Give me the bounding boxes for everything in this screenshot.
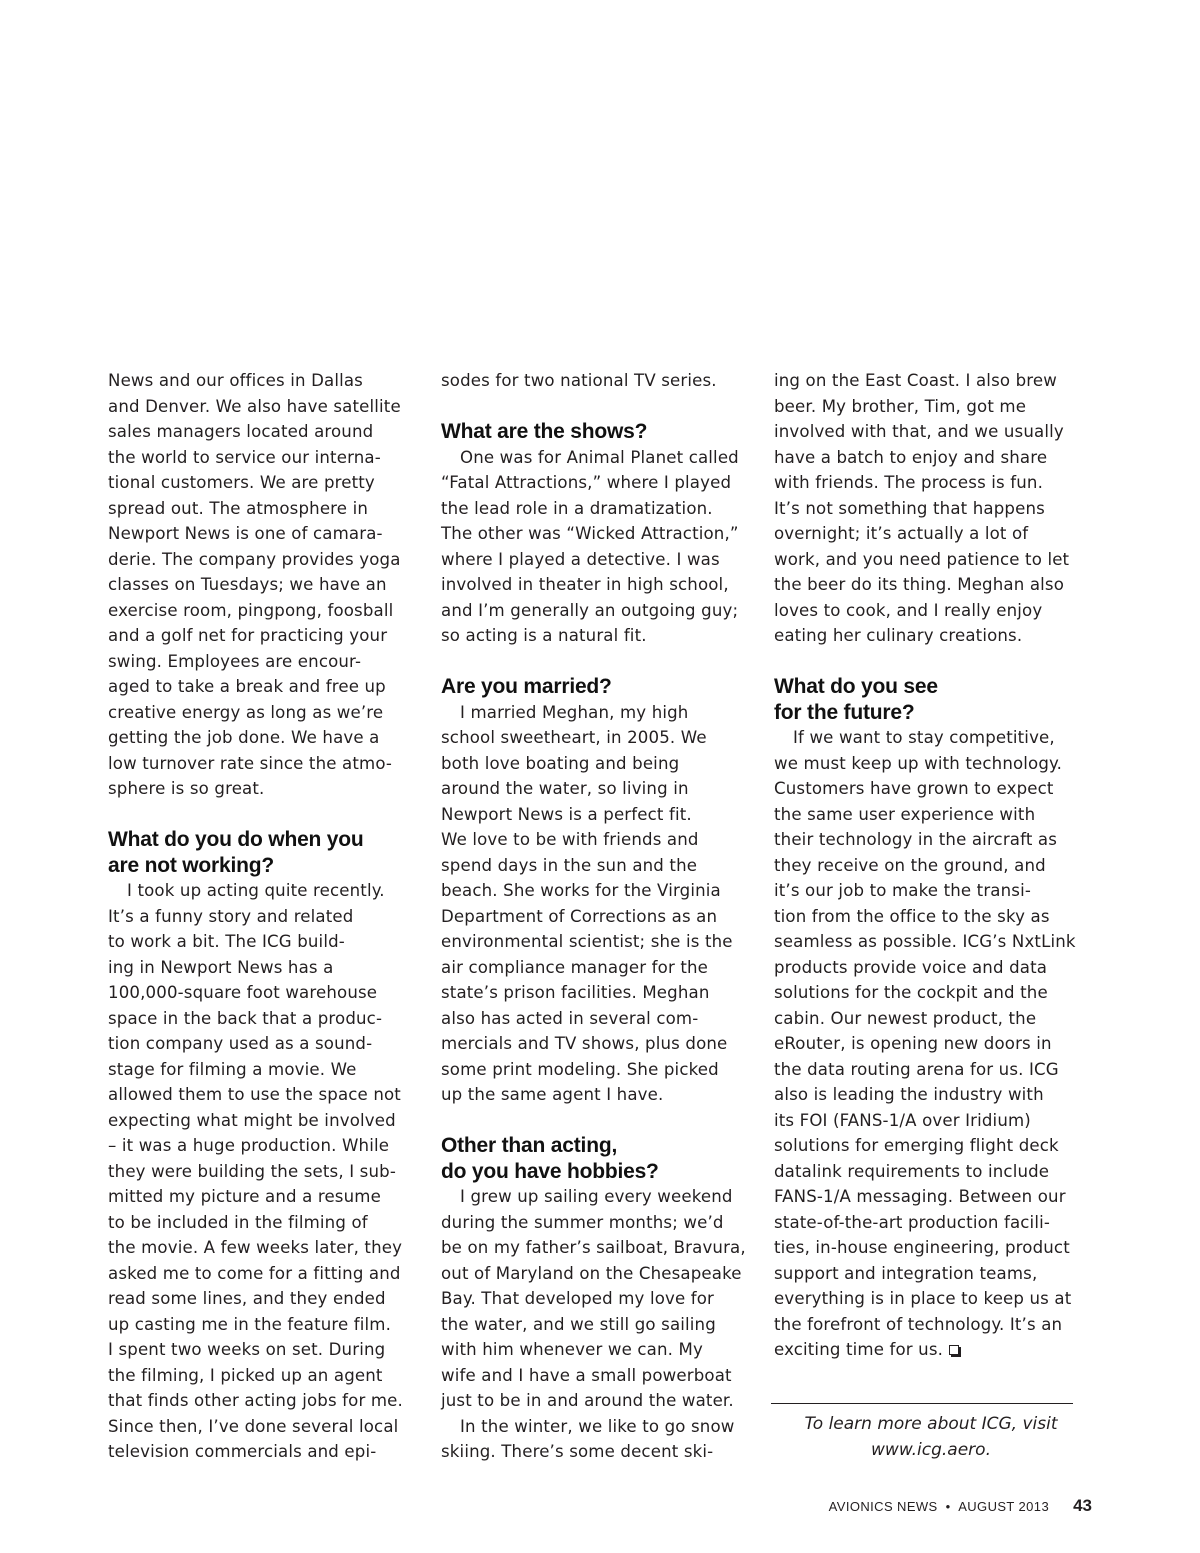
body-text-line — [441, 1363, 741, 1389]
body-text-line — [441, 802, 741, 828]
body-text: read some lines, and they ended — [108, 1289, 386, 1308]
body-text: I married Meghan, my high — [460, 702, 689, 722]
body-text: classes on Tuesdays; we have an — [108, 575, 387, 594]
body-text: and Denver. We also have satellite — [108, 396, 401, 416]
body-text: we must keep up with technology. — [774, 753, 1063, 773]
body-text-line — [108, 955, 408, 981]
body-text-line — [108, 368, 408, 394]
body-text: also is leading the industry with — [774, 1085, 1044, 1104]
body-text: swing. Employees are encour- — [108, 651, 362, 671]
body-text-line — [441, 623, 741, 649]
body-text: products provide voice and data — [774, 957, 1048, 977]
body-text: ing on the East Coast. I also brew — [774, 371, 1057, 390]
body-text-line — [774, 1082, 1074, 1108]
body-text: Newport News is a perfect fit. — [441, 804, 692, 824]
body-text-line — [441, 445, 741, 471]
body-text: 100,000-square foot warehouse — [108, 983, 378, 1002]
body-text-line — [774, 1337, 1074, 1363]
body-text-line — [441, 980, 741, 1006]
section-heading: Are you married? — [441, 675, 612, 698]
body-text-line — [774, 904, 1074, 930]
body-text: the water, and we still go sailing — [441, 1314, 716, 1334]
body-text: One was for Animal Planet called — [460, 447, 739, 467]
body-text-line — [774, 1031, 1074, 1057]
body-text-line — [441, 955, 741, 981]
body-text: the forefront of technology. It’s an — [774, 1314, 1063, 1334]
body-text-line — [441, 725, 741, 751]
body-text: the world to service our interna- — [108, 447, 381, 467]
body-text: tional customers. We are pretty — [108, 473, 375, 492]
body-text-line — [108, 1184, 408, 1210]
body-text: solutions for the cockpit and the — [774, 983, 1048, 1002]
section-heading: are not working? — [108, 853, 274, 877]
body-text-line — [108, 496, 408, 522]
body-text-line — [441, 1057, 741, 1083]
body-text: creative energy as long as we’re — [108, 702, 384, 722]
body-text-line — [774, 368, 1074, 394]
publication-name: AVIONICS NEWS — [828, 1499, 938, 1514]
body-text-line — [108, 1235, 408, 1261]
body-text: involved in theater in high school, — [441, 575, 729, 594]
body-text-line — [108, 878, 408, 904]
paragraph-gap — [108, 802, 408, 828]
body-text: datalink requirements to include — [774, 1161, 1050, 1181]
body-text-line — [108, 1439, 408, 1465]
body-text-line — [108, 470, 408, 496]
body-text-line — [108, 445, 408, 471]
body-text-line — [108, 1337, 408, 1363]
body-text-line — [108, 1108, 408, 1134]
body-text-line — [108, 1057, 408, 1083]
body-text-line — [108, 649, 408, 675]
body-text: they receive on the ground, and — [774, 855, 1046, 875]
body-text-line — [774, 878, 1074, 904]
page-footer — [829, 1496, 1092, 1516]
body-text: “Fatal Attractions,” where I played — [441, 473, 732, 492]
body-text-line — [441, 1414, 741, 1440]
article-column-1 — [108, 368, 408, 1465]
body-text: Department of Corrections as an — [441, 906, 718, 926]
body-text-line — [774, 1235, 1074, 1261]
learn-more-text: To learn more about ICG, visit — [804, 1414, 1058, 1434]
body-text: low turnover rate since the atmo- — [108, 753, 393, 773]
body-text: environmental scientist; she is the — [441, 932, 733, 951]
body-text: around the water, so living in — [441, 779, 689, 798]
body-text-line — [441, 572, 741, 598]
body-text: and I’m generally an outgoing guy; — [441, 600, 739, 620]
body-text: also has acted in several com- — [441, 1008, 699, 1028]
body-text: up casting me in the feature film. — [108, 1314, 392, 1334]
body-text-line — [108, 980, 408, 1006]
body-text-line — [108, 1414, 408, 1440]
section-heading: do you have hobbies? — [441, 1159, 659, 1183]
paragraph-gap — [774, 649, 1074, 675]
article-column-3 — [774, 368, 1074, 1363]
body-text: the beer do its thing. Meghan also — [774, 575, 1064, 594]
body-text: with friends. The process is fun. — [774, 473, 1044, 492]
body-text: beach. She works for the Virginia — [441, 881, 721, 900]
body-text-line — [441, 776, 741, 802]
body-text: eating her culinary creations. — [774, 626, 1023, 645]
body-text-line — [774, 445, 1074, 471]
body-text-line — [774, 496, 1074, 522]
body-text-line — [441, 929, 741, 955]
body-text: ing in Newport News has a — [108, 957, 334, 977]
body-text-line — [441, 1235, 746, 1261]
body-text: support and integration teams, — [774, 1263, 1038, 1283]
body-text-line — [441, 853, 741, 879]
body-text: loves to cook, and I really enjoy — [774, 600, 1043, 620]
body-text: have a batch to enjoy and share — [774, 447, 1048, 467]
body-text: – it was a huge production. While — [108, 1136, 390, 1155]
body-text: derie. The company provides yoga — [108, 549, 401, 569]
body-text-line — [441, 1388, 741, 1414]
end-of-article-mark — [949, 1345, 959, 1355]
body-text: mitted my picture and a resume — [108, 1187, 381, 1206]
body-text: Newport News is one of camara- — [108, 524, 383, 543]
body-text-line — [774, 929, 1074, 955]
body-text-line — [774, 1210, 1074, 1236]
body-text: the filming, I picked up an agent — [108, 1365, 383, 1385]
body-text-line — [774, 394, 1074, 420]
body-text-line — [441, 1261, 741, 1287]
body-text: the data routing arena for us. ICG — [774, 1059, 1059, 1079]
body-text: the movie. A few weeks later, they — [108, 1238, 403, 1257]
body-text-line — [441, 1006, 741, 1032]
body-text: during the summer months; we’d — [441, 1212, 724, 1232]
body-text: tion company used as a sound- — [108, 1034, 373, 1053]
body-text-line — [108, 521, 408, 547]
paragraph-gap — [441, 394, 741, 420]
body-text: seamless as possible. ICG’s NxtLink — [774, 932, 1076, 951]
body-text: skiing. There’s some decent ski- — [441, 1442, 714, 1461]
body-text-line — [774, 623, 1074, 649]
body-text: exercise room, pingpong, foosball — [108, 600, 394, 620]
body-text: beer. My brother, Tim, got me — [774, 396, 1027, 416]
body-text-line — [774, 1159, 1074, 1185]
body-text: It’s not something that happens — [774, 498, 1045, 518]
body-text: ties, in-house engineering, product — [774, 1238, 1070, 1257]
body-text: overnight; it’s actually a lot of — [774, 524, 1029, 543]
body-text-line — [774, 1133, 1074, 1159]
body-text-line — [774, 598, 1074, 624]
body-text: Since then, I’ve done several local — [108, 1416, 399, 1436]
body-text-line — [774, 1312, 1074, 1338]
body-text: getting the job done. We have a — [108, 728, 380, 747]
body-text: wife and I have a small powerboat — [441, 1365, 732, 1385]
body-text: to work a bit. The ICG build- — [108, 932, 345, 951]
body-text-line — [774, 1184, 1074, 1210]
body-text-line — [108, 1133, 408, 1159]
body-text-line — [108, 1363, 408, 1389]
body-text: with him whenever we can. My — [441, 1340, 703, 1359]
body-text-line — [774, 419, 1074, 445]
body-text-line — [108, 1031, 408, 1057]
body-text: school sweetheart, in 2005. We — [441, 728, 707, 747]
body-text: air compliance manager for the — [441, 957, 709, 977]
body-text: their technology in the aircraft as — [774, 830, 1058, 849]
body-text-line — [108, 1006, 408, 1032]
body-text-line — [108, 1210, 408, 1236]
body-text: mercials and TV shows, plus done — [441, 1034, 728, 1053]
body-text-line — [108, 904, 408, 930]
body-text-line — [441, 496, 741, 522]
body-text-line — [774, 470, 1074, 496]
section-heading: for the future? — [774, 700, 915, 724]
body-text: space in the back that a produc- — [108, 1008, 383, 1028]
body-text-line — [108, 1388, 408, 1414]
body-text: spend days in the sun and the — [441, 855, 698, 875]
body-text: sales managers located around — [108, 422, 374, 441]
body-text: Bay. That developed my love for — [441, 1289, 715, 1308]
body-text-line — [441, 700, 741, 726]
body-text-line — [108, 1286, 408, 1312]
body-text-line — [108, 929, 408, 955]
sidebar-divider — [771, 1403, 1073, 1404]
body-text: some print modeling. She picked — [441, 1059, 719, 1079]
body-text-line — [774, 802, 1074, 828]
body-text-line — [108, 623, 408, 649]
body-text-line — [774, 827, 1074, 853]
body-text-line — [108, 700, 408, 726]
section-heading: What are the shows? — [441, 420, 648, 443]
body-text-line — [774, 1108, 1074, 1134]
body-text: stage for filming a movie. We — [108, 1059, 357, 1079]
body-text: up the same agent I have. — [441, 1085, 664, 1104]
body-text: just to be in and around the water. — [441, 1391, 734, 1410]
body-text: expecting what might be involved — [108, 1110, 396, 1130]
body-text-line — [774, 547, 1074, 573]
body-text: asked me to come for a fitting and — [108, 1263, 401, 1283]
body-text-line — [108, 394, 408, 420]
section-heading: What do you see — [774, 675, 938, 698]
page-number: 43 — [1073, 1496, 1092, 1515]
body-text: The other was “Wicked Attraction,” — [441, 524, 739, 543]
section-heading: Other than acting, — [441, 1134, 618, 1157]
body-text-line — [441, 1439, 741, 1465]
body-text-line — [774, 955, 1074, 981]
paragraph-gap — [441, 1108, 741, 1134]
body-text: so acting is a natural fit. — [441, 626, 647, 645]
body-text: be on my father’s sailboat, Bravura, — [441, 1238, 746, 1257]
body-text: it’s our job to make the transi- — [774, 881, 1031, 900]
body-text-line — [774, 980, 1074, 1006]
body-text-line — [108, 598, 408, 624]
body-text-line — [108, 1312, 408, 1338]
learn-more-note — [771, 1411, 1091, 1463]
body-text-line — [441, 1082, 741, 1108]
body-text-line — [441, 1031, 741, 1057]
body-text-line — [441, 1337, 741, 1363]
website-link[interactable]: www.icg.aero. — [871, 1440, 991, 1460]
body-text-line — [108, 572, 408, 598]
body-text-line — [441, 1286, 741, 1312]
body-text-line — [108, 751, 408, 777]
body-text: News and our offices in Dallas — [108, 371, 363, 390]
body-text: both love boating and being — [441, 753, 680, 773]
section-heading: What do you do when you — [108, 828, 364, 851]
body-text-line — [108, 1159, 408, 1185]
body-text-line — [441, 368, 741, 394]
body-text-line — [441, 1184, 741, 1210]
body-text-line — [108, 1082, 408, 1108]
body-text-line — [441, 827, 741, 853]
body-text-line — [441, 547, 741, 573]
body-text-line — [441, 751, 741, 777]
body-text-line — [774, 725, 1074, 751]
body-text-line — [774, 853, 1074, 879]
body-text-line — [774, 776, 1074, 802]
body-text-line — [774, 1286, 1074, 1312]
body-text-line — [441, 878, 741, 904]
body-text: where I played a detective. I was — [441, 549, 720, 569]
article-column-2 — [441, 368, 746, 1465]
body-text: I took up acting quite recently. — [127, 881, 385, 900]
footer-separator: • — [945, 1499, 951, 1514]
body-text: sodes for two national TV series. — [441, 371, 717, 390]
body-text-line — [441, 470, 741, 496]
body-text: FANS-1/A messaging. Between our — [774, 1187, 1066, 1206]
body-text-line — [441, 521, 741, 547]
body-text-line — [774, 1006, 1074, 1032]
body-text: We love to be with friends and — [441, 830, 699, 849]
body-text: tion from the office to the sky as — [774, 906, 1050, 926]
body-text-line — [108, 725, 408, 751]
body-text: I spent two weeks on set. During — [108, 1340, 386, 1359]
body-text: I grew up sailing every weekend — [460, 1187, 733, 1206]
body-text-line — [774, 1057, 1074, 1083]
body-text: spread out. The atmosphere in — [108, 498, 368, 518]
body-text: exciting time for us. — [774, 1340, 944, 1359]
body-text-line — [441, 1210, 741, 1236]
body-text: that finds other acting jobs for me. — [108, 1391, 403, 1410]
body-text: aged to take a break and free up — [108, 677, 386, 696]
body-text-line — [774, 572, 1074, 598]
body-text: sphere is so great. — [108, 779, 265, 798]
body-text: If we want to stay competitive, — [793, 728, 1055, 747]
body-text: solutions for emerging flight deck — [774, 1136, 1059, 1155]
body-text-line — [774, 521, 1074, 547]
body-text: allowed them to use the space not — [108, 1085, 401, 1104]
body-text: and a golf net for practicing your — [108, 626, 388, 645]
body-text: television commercials and epi- — [108, 1442, 377, 1461]
body-text: state-of-the-art production facili- — [774, 1212, 1050, 1232]
body-text: the lead role in a dramatization. — [441, 498, 713, 518]
issue-date: AUGUST 2013 — [958, 1499, 1050, 1514]
body-text-line — [441, 904, 741, 930]
body-text-line — [108, 674, 408, 700]
body-text: work, and you need patience to let — [774, 549, 1070, 569]
paragraph-gap — [441, 649, 741, 675]
body-text-line — [108, 776, 408, 802]
body-text-line — [441, 598, 741, 624]
body-text-line — [108, 1261, 408, 1287]
body-text-line — [108, 547, 408, 573]
body-text: involved with that, and we usually — [774, 422, 1064, 441]
body-text-line — [774, 751, 1074, 777]
body-text: its FOI (FANS-1/A over Iridium) — [774, 1110, 1031, 1130]
body-text: the same user experience with — [774, 804, 1036, 824]
body-text: eRouter, is opening new doors in — [774, 1034, 1052, 1053]
body-text: everything is in place to keep us at — [774, 1289, 1072, 1308]
body-text: Customers have grown to expect — [774, 779, 1054, 798]
body-text-line — [774, 1261, 1074, 1287]
body-text: they were building the sets, I sub- — [108, 1161, 396, 1181]
body-text-line — [441, 1312, 741, 1338]
body-text: state’s prison facilities. Meghan — [441, 983, 710, 1002]
body-text: In the winter, we like to go snow — [460, 1416, 735, 1436]
body-text-line — [108, 419, 408, 445]
body-text: out of Maryland on the Chesapeake — [441, 1263, 742, 1283]
body-text: It’s a funny story and related — [108, 906, 354, 926]
body-text: to be included in the filming of — [108, 1212, 368, 1232]
body-text: cabin. Our newest product, the — [774, 1008, 1037, 1028]
